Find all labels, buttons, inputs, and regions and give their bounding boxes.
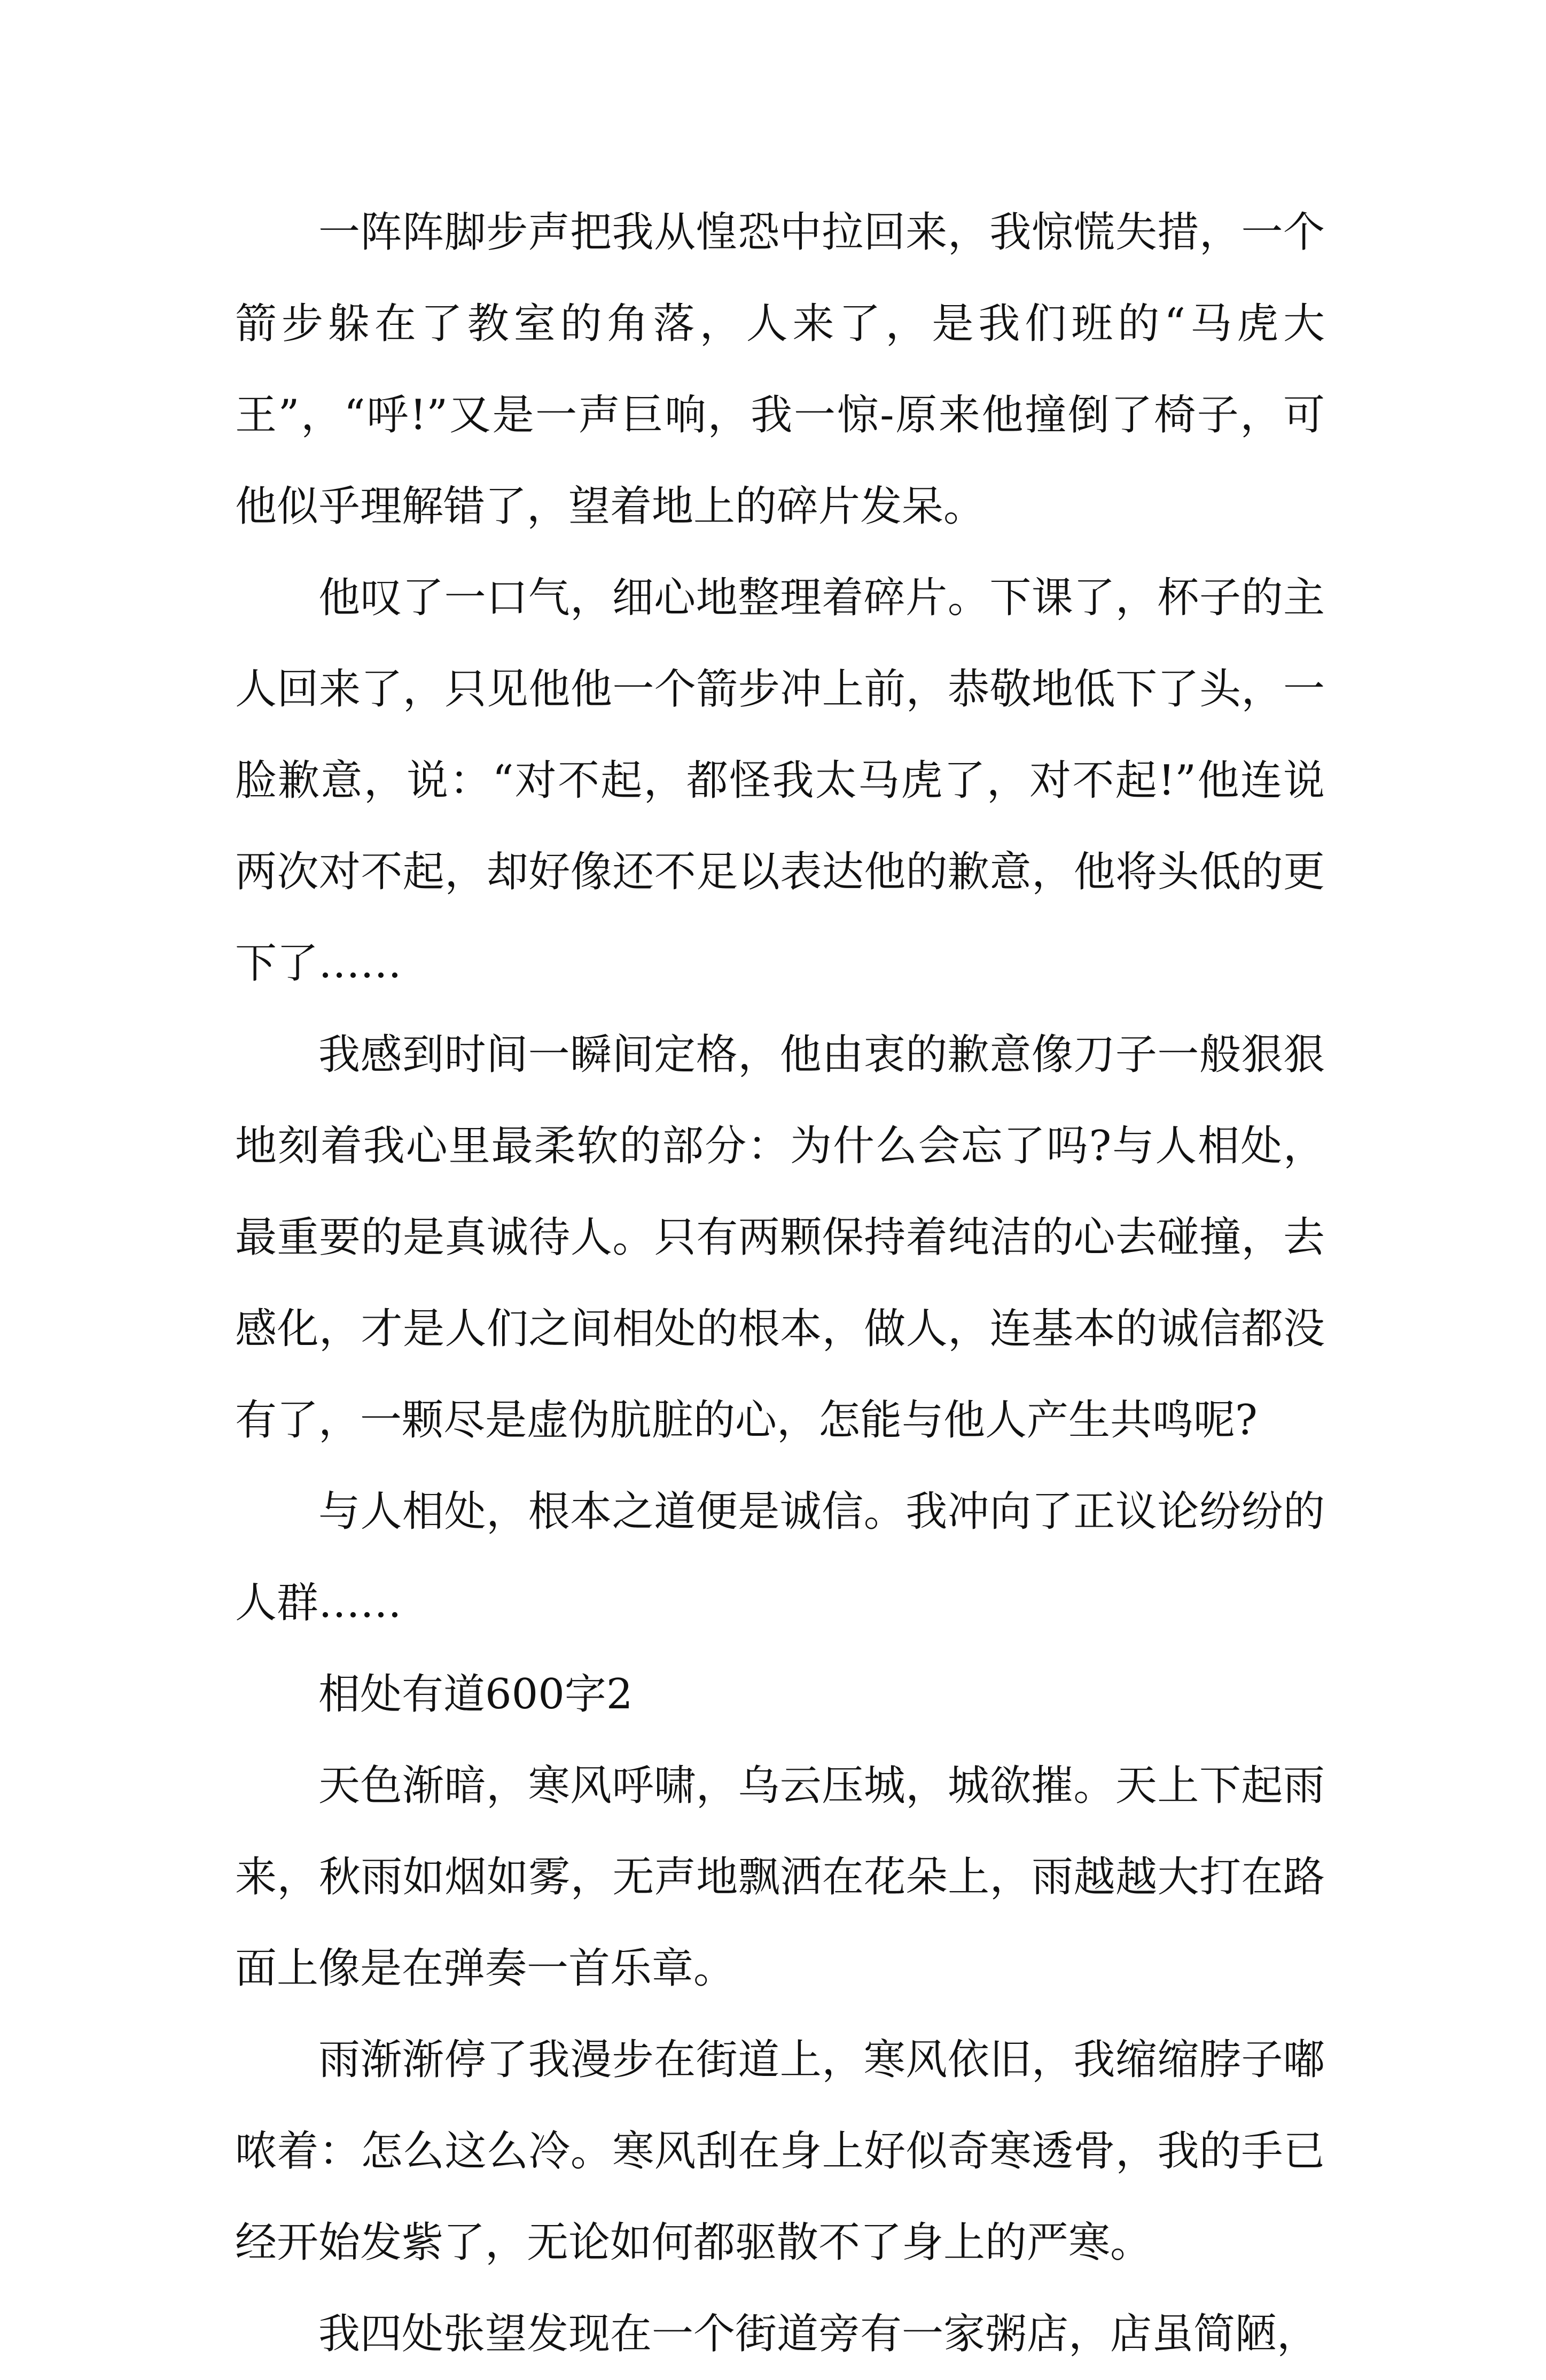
- paragraph-2: 他叹了一口气，细心地整理着碎片。下课了，杯子的主人回来了，只见他他一个箭步冲上前，恭敬地低下了头，一脸歉意，说：“对不起，都怪我太马虎了，对不起!”他连说两次对不起，却好像还不足以表达他的歉意，他将头低的更下了……: [235, 574, 1325, 987]
- paragraph-4: 与人相处，根本之道便是诚信。我冲向了正议论纷纷的人群……: [235, 1488, 1325, 1627]
- paragraph-3: 我感到时间一瞬间定格，他由衷的歉意像刀子一般狠狠地刻着我心里最柔软的部分：为什么会忘了吗?与人相处，最重要的是真诚待人。只有两颗保持着纯洁的心去碰撞，去感化，才是人们之间相处的根本，做人，连基本的诚信都没有了，一颗尽是虚伪肮脏的心，怎能与他人产生共鸣呢?: [235, 1031, 1325, 1444]
- section-paragraph-1: 天色渐暗，寒风呼啸，乌云压城，城欲摧。天上下起雨来，秋雨如烟如雾，无声地飘洒在花朵上，雨越越大打在路面上像是在弹奏一首乐章。: [235, 1762, 1325, 1993]
- document-body: [235, 187, 1325, 2380]
- section-paragraph-2: 雨渐渐停了我漫步在街道上，寒风依旧，我缩缩脖子嘟哝着：怎么这么冷。寒风刮在身上好似奇寒透骨，我的手已经开始发紫了，无论如何都驱散不了身上的严寒。: [235, 2036, 1325, 2267]
- paragraph-1: 一阵阵脚步声把我从惶恐中拉回来，我惊慌失措，一个箭步躲在了教室的角落，人来了，是我们班的“马虎大王”，“呼!”又是一声巨响，我一惊-原来他撞倒了椅子，可他似乎理解错了，望着地上的碎片发呆。: [235, 208, 1325, 531]
- section-paragraph-3: 我四处张望发现在一个街道旁有一家粥店，店虽简陋，: [318, 2310, 1319, 2358]
- section-title: 相处有道600字2: [318, 1670, 633, 1718]
